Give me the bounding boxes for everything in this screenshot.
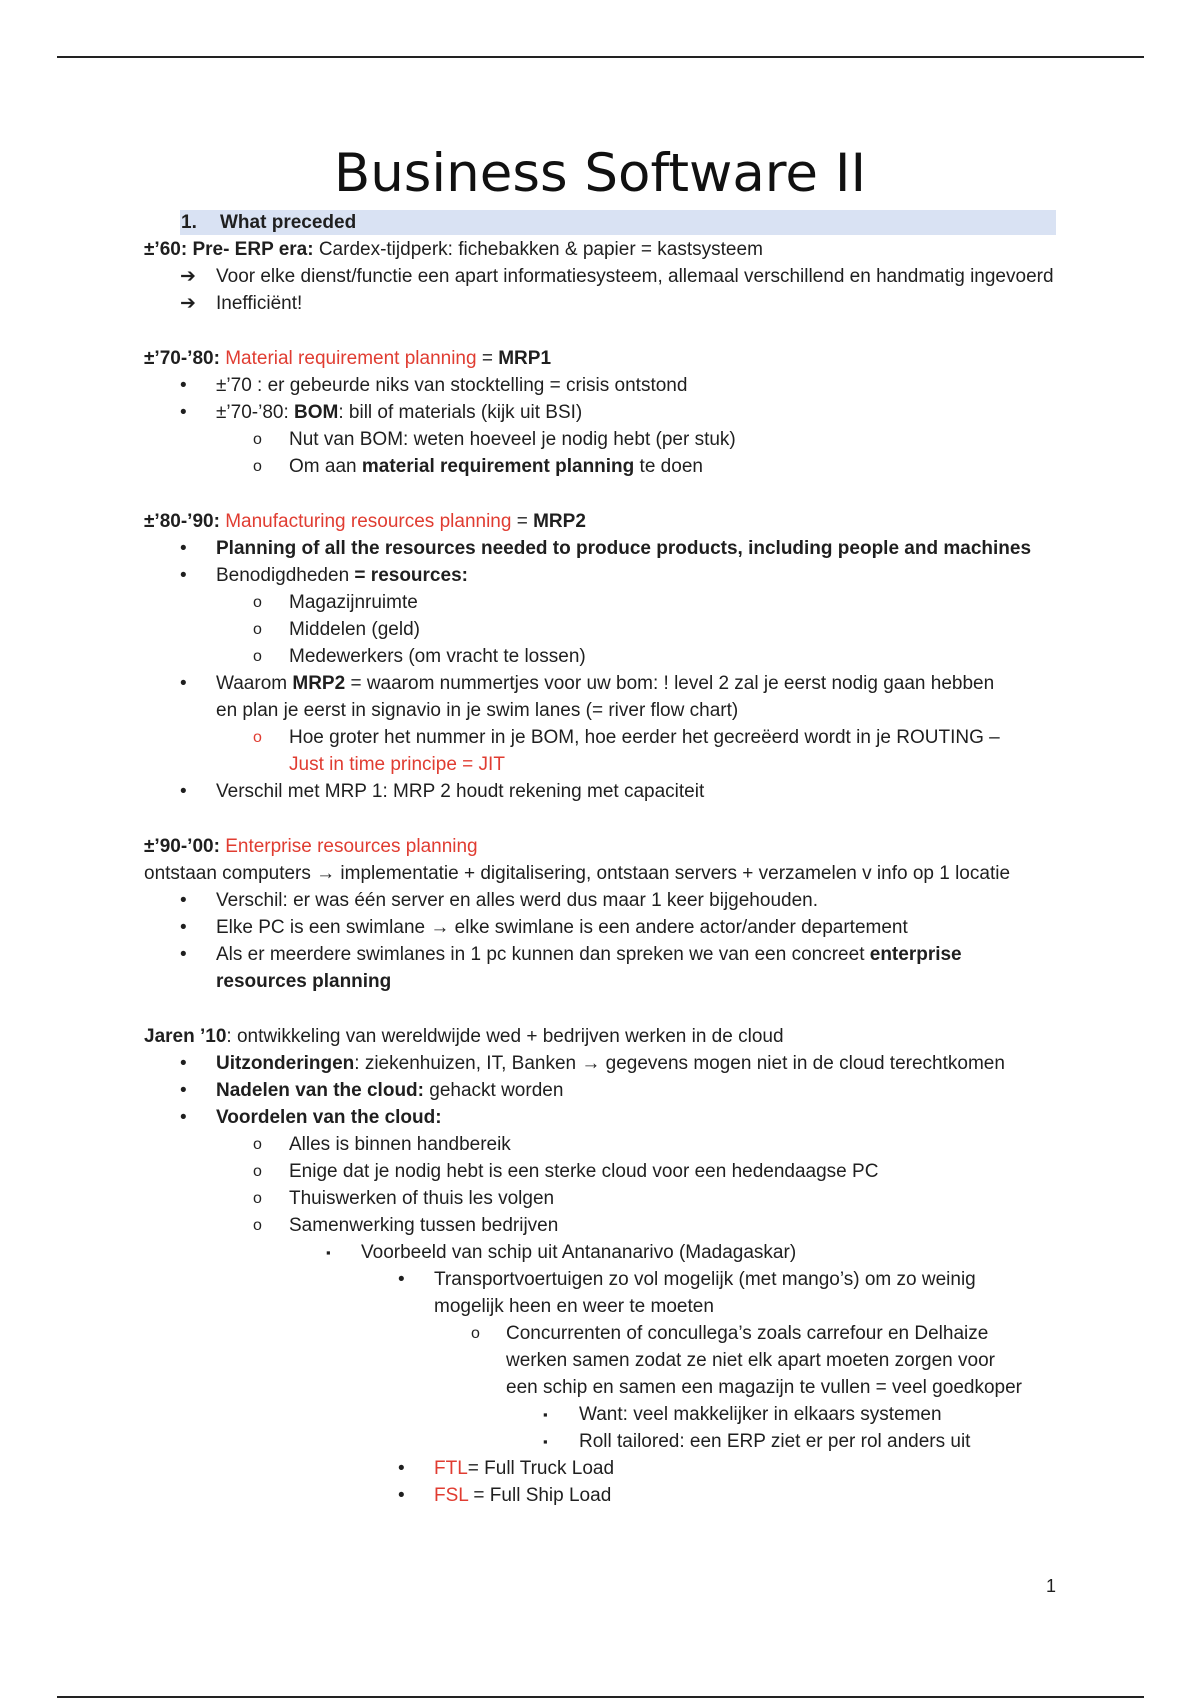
circle-bullet-marker: o	[253, 729, 262, 746]
section-number: 1.	[181, 212, 197, 233]
line-text	[144, 508, 586, 535]
bullet-marker: •	[398, 1485, 405, 1506]
text-run: Elke PC is een swimlane	[216, 917, 431, 938]
highlighted-term: FSL	[434, 1485, 469, 1506]
text-run: een schip en samen een magazijn te vullen = veel goedkoper	[506, 1377, 1022, 1398]
line-text	[216, 1077, 563, 1104]
line-text	[144, 236, 763, 263]
arrow-bullet-icon: ➔	[180, 293, 196, 314]
bullet-marker: •	[180, 565, 187, 586]
text-run: Roll tailored: een ERP ziet er per rol anders uit	[579, 1431, 971, 1452]
bold-text: ±’80-’90:	[144, 511, 220, 532]
bullet-marker: •	[180, 1053, 187, 1074]
line-text	[506, 1347, 995, 1374]
line-text	[506, 1374, 1022, 1401]
highlighted-term: Manufacturing resources planning	[225, 511, 512, 532]
text-run: Als er meerdere swimlanes in 1 pc kunnen dan spreken we van een concreet	[216, 944, 870, 965]
text-run: ±’70 : er gebeurde niks van stocktelling = crisis ontstond	[216, 375, 688, 396]
bold-text: Planning of all the resources needed to produce products, including people and machines	[216, 538, 1032, 559]
circle-bullet-marker: o	[253, 1163, 262, 1180]
text-run: =	[476, 348, 499, 369]
text-run: Magazijnruimte	[289, 592, 418, 613]
bold-text: MRP2	[292, 673, 346, 694]
bullet-marker: •	[180, 375, 187, 396]
line-text	[579, 1428, 970, 1455]
line-text	[289, 643, 586, 670]
bold-text: Jaren ’10	[144, 1026, 227, 1047]
line-text	[289, 1185, 554, 1212]
line-text	[289, 724, 1000, 751]
text-run: Voorbeeld van schip uit Antananarivo (Madagaskar)	[361, 1242, 797, 1263]
line-text	[289, 751, 505, 778]
text-run: = Full Ship Load	[468, 1485, 612, 1506]
bold-text: Nadelen van the cloud:	[216, 1080, 424, 1101]
bold-text: ±’90-’00:	[144, 836, 220, 857]
bullet-marker: •	[180, 917, 187, 938]
bold-text: Uitzonderingen	[216, 1053, 355, 1074]
bullet-marker: •	[180, 402, 187, 423]
text-run: Middelen (geld)	[289, 619, 420, 640]
line-text	[216, 697, 738, 724]
line-text	[216, 263, 1054, 290]
text-run: Waarom	[216, 673, 293, 694]
text-run: werken samen zodat ze niet elk apart moeten zorgen voor	[506, 1350, 995, 1371]
bold-text: resources planning	[216, 971, 392, 992]
line-text	[506, 1320, 988, 1347]
text-run: →	[316, 863, 336, 884]
text-run: Alles is binnen handbereik	[289, 1134, 511, 1155]
line-text	[216, 535, 1031, 562]
page-number: 1	[1046, 1576, 1057, 1596]
line-text	[216, 290, 302, 317]
text-run: Voor elke dienst/functie een apart informatiesysteem, allemaal verschillend en handmatig ingevoerd	[216, 266, 1054, 287]
text-run: Verschil met MRP 1: MRP 2 houdt rekening met capaciteit	[216, 781, 705, 802]
line-text	[434, 1293, 714, 1320]
bold-text: = resources:	[354, 565, 468, 586]
circle-bullet-marker: o	[253, 648, 262, 665]
bullet-marker: •	[180, 538, 187, 559]
text-run: = waarom nummertjes voor uw bom: ! level 2 zal je eerst nodig gaan hebben	[345, 673, 995, 694]
bullet-marker: •	[180, 673, 187, 694]
line-text	[289, 1158, 878, 1185]
circle-bullet-marker: o	[253, 1190, 262, 1207]
circle-bullet-marker: o	[253, 1217, 262, 1234]
line-text	[289, 453, 703, 480]
line-text	[216, 778, 704, 805]
line-text	[434, 1482, 611, 1509]
line-text	[289, 1131, 511, 1158]
line-text	[434, 1455, 614, 1482]
section-title: What preceded	[220, 212, 357, 233]
line-text	[216, 968, 391, 995]
text-run: →	[581, 1053, 601, 1074]
highlighted-term: Enterprise resources planning	[225, 836, 478, 857]
line-text	[144, 345, 551, 372]
square-bullet-marker: ▪	[543, 1407, 548, 1422]
text-run: : ontwikkeling van wereldwijde wed + bedrijven werken in de cloud	[226, 1026, 784, 1047]
text-run: te doen	[634, 456, 703, 477]
circle-bullet-marker: o	[253, 1136, 262, 1153]
line-text	[144, 833, 478, 860]
arrow-bullet-icon: ➔	[180, 266, 196, 287]
bullet-marker: •	[180, 944, 187, 965]
highlighted-term: FTL	[434, 1458, 468, 1479]
highlighted-term: Material requirement planning	[225, 348, 477, 369]
line-text	[216, 1050, 1005, 1077]
text-run: : ziekenhuizen, IT, Banken	[354, 1053, 582, 1074]
document-title: Business Software II	[333, 143, 867, 204]
text-run: mogelijk heen en weer te moeten	[434, 1296, 714, 1317]
text-run: Nut van BOM: weten hoeveel je nodig hebt (per stuk)	[289, 429, 736, 450]
line-text	[144, 860, 1010, 887]
bold-text: Voordelen van the cloud:	[216, 1107, 442, 1128]
bullet-marker: •	[180, 781, 187, 802]
text-run: Thuiswerken of thuis les volgen	[289, 1188, 555, 1209]
text-run: implementatie + digitalisering, ontstaan servers + verzamelen v info op 1 locatie	[335, 863, 1011, 884]
bold-text: enterprise	[869, 944, 962, 965]
text-run: Hoe groter het nummer in je BOM, hoe eerder het gecreëerd wordt in je ROUTING –	[289, 727, 1000, 748]
text-run: ±’70-’80:	[216, 402, 295, 423]
text-run: ontstaan computers	[144, 863, 317, 884]
bullet-marker: •	[398, 1269, 405, 1290]
text-run: gehackt worden	[423, 1080, 564, 1101]
text-run: gegevens mogen niet in de cloud terechtkomen	[600, 1053, 1005, 1074]
footer-rule	[57, 1696, 1144, 1698]
line-text	[216, 941, 962, 968]
text-run: Inefficiënt!	[216, 293, 303, 314]
bold-text: material requirement planning	[361, 456, 635, 477]
line-text	[216, 372, 687, 399]
text-run: Concurrenten of concullega’s zoals carrefour en Delhaize	[506, 1323, 989, 1344]
line-text	[579, 1401, 942, 1428]
text-run: = Full Truck Load	[467, 1458, 615, 1479]
text-run: Want: veel makkelijker in elkaars systemen	[579, 1404, 942, 1425]
highlighted-term: Just in time principe = JIT	[289, 754, 505, 775]
bold-text: MRP1	[498, 348, 552, 369]
text-run: Cardex-tijdperk: fichebakken & papier = kastsysteem	[313, 239, 763, 260]
bold-text: ±’60: Pre- ERP era:	[144, 239, 314, 260]
circle-bullet-marker: o	[253, 594, 262, 611]
line-text	[216, 562, 468, 589]
text-run: =	[511, 511, 534, 532]
line-text	[216, 887, 818, 914]
bold-text: ±’70-’80:	[144, 348, 220, 369]
bullet-marker: •	[398, 1458, 405, 1479]
line-text	[289, 616, 420, 643]
text-run: en plan je eerst in signavio in je swim lanes (= river flow chart)	[216, 700, 739, 721]
bold-text: MRP2	[533, 511, 586, 532]
line-text	[289, 1212, 558, 1239]
line-text	[434, 1266, 976, 1293]
square-bullet-marker: ▪	[326, 1245, 331, 1260]
text-run: →	[430, 917, 450, 938]
text-run: Samenwerking tussen bedrijven	[289, 1215, 559, 1236]
text-run: Transportvoertuigen zo vol mogelijk (met mango’s) om zo weinig	[434, 1269, 976, 1290]
text-run: Medewerkers (om vracht te lossen)	[289, 646, 586, 667]
bold-text: BOM	[294, 402, 339, 423]
header-rule	[57, 56, 1144, 58]
line-text	[216, 670, 994, 697]
circle-bullet-marker: o	[253, 431, 262, 448]
bullet-marker: •	[180, 1107, 187, 1128]
bullet-marker: •	[180, 890, 187, 911]
text-run: Verschil: er was één server en alles werd dus maar 1 keer bijgehouden.	[216, 890, 818, 911]
line-text	[216, 1104, 442, 1131]
square-bullet-marker: ▪	[543, 1434, 548, 1449]
text-run: Benodigdheden	[216, 565, 355, 586]
text-run: elke swimlane is een andere actor/ander departement	[449, 917, 908, 938]
line-text	[216, 914, 908, 941]
line-text	[289, 426, 736, 453]
line-text	[144, 1023, 784, 1050]
circle-bullet-marker: o	[253, 458, 262, 475]
line-text	[216, 399, 582, 426]
circle-bullet-marker: o	[253, 621, 262, 638]
circle-bullet-marker: o	[471, 1325, 480, 1342]
text-run: : bill of materials (kijk uit BSI)	[338, 402, 583, 423]
line-text	[289, 589, 418, 616]
text-run: Enige dat je nodig hebt is een sterke cloud voor een hedendaagse PC	[289, 1161, 879, 1182]
text-run: Om aan	[289, 456, 362, 477]
line-text	[361, 1239, 796, 1266]
bullet-marker: •	[180, 1080, 187, 1101]
